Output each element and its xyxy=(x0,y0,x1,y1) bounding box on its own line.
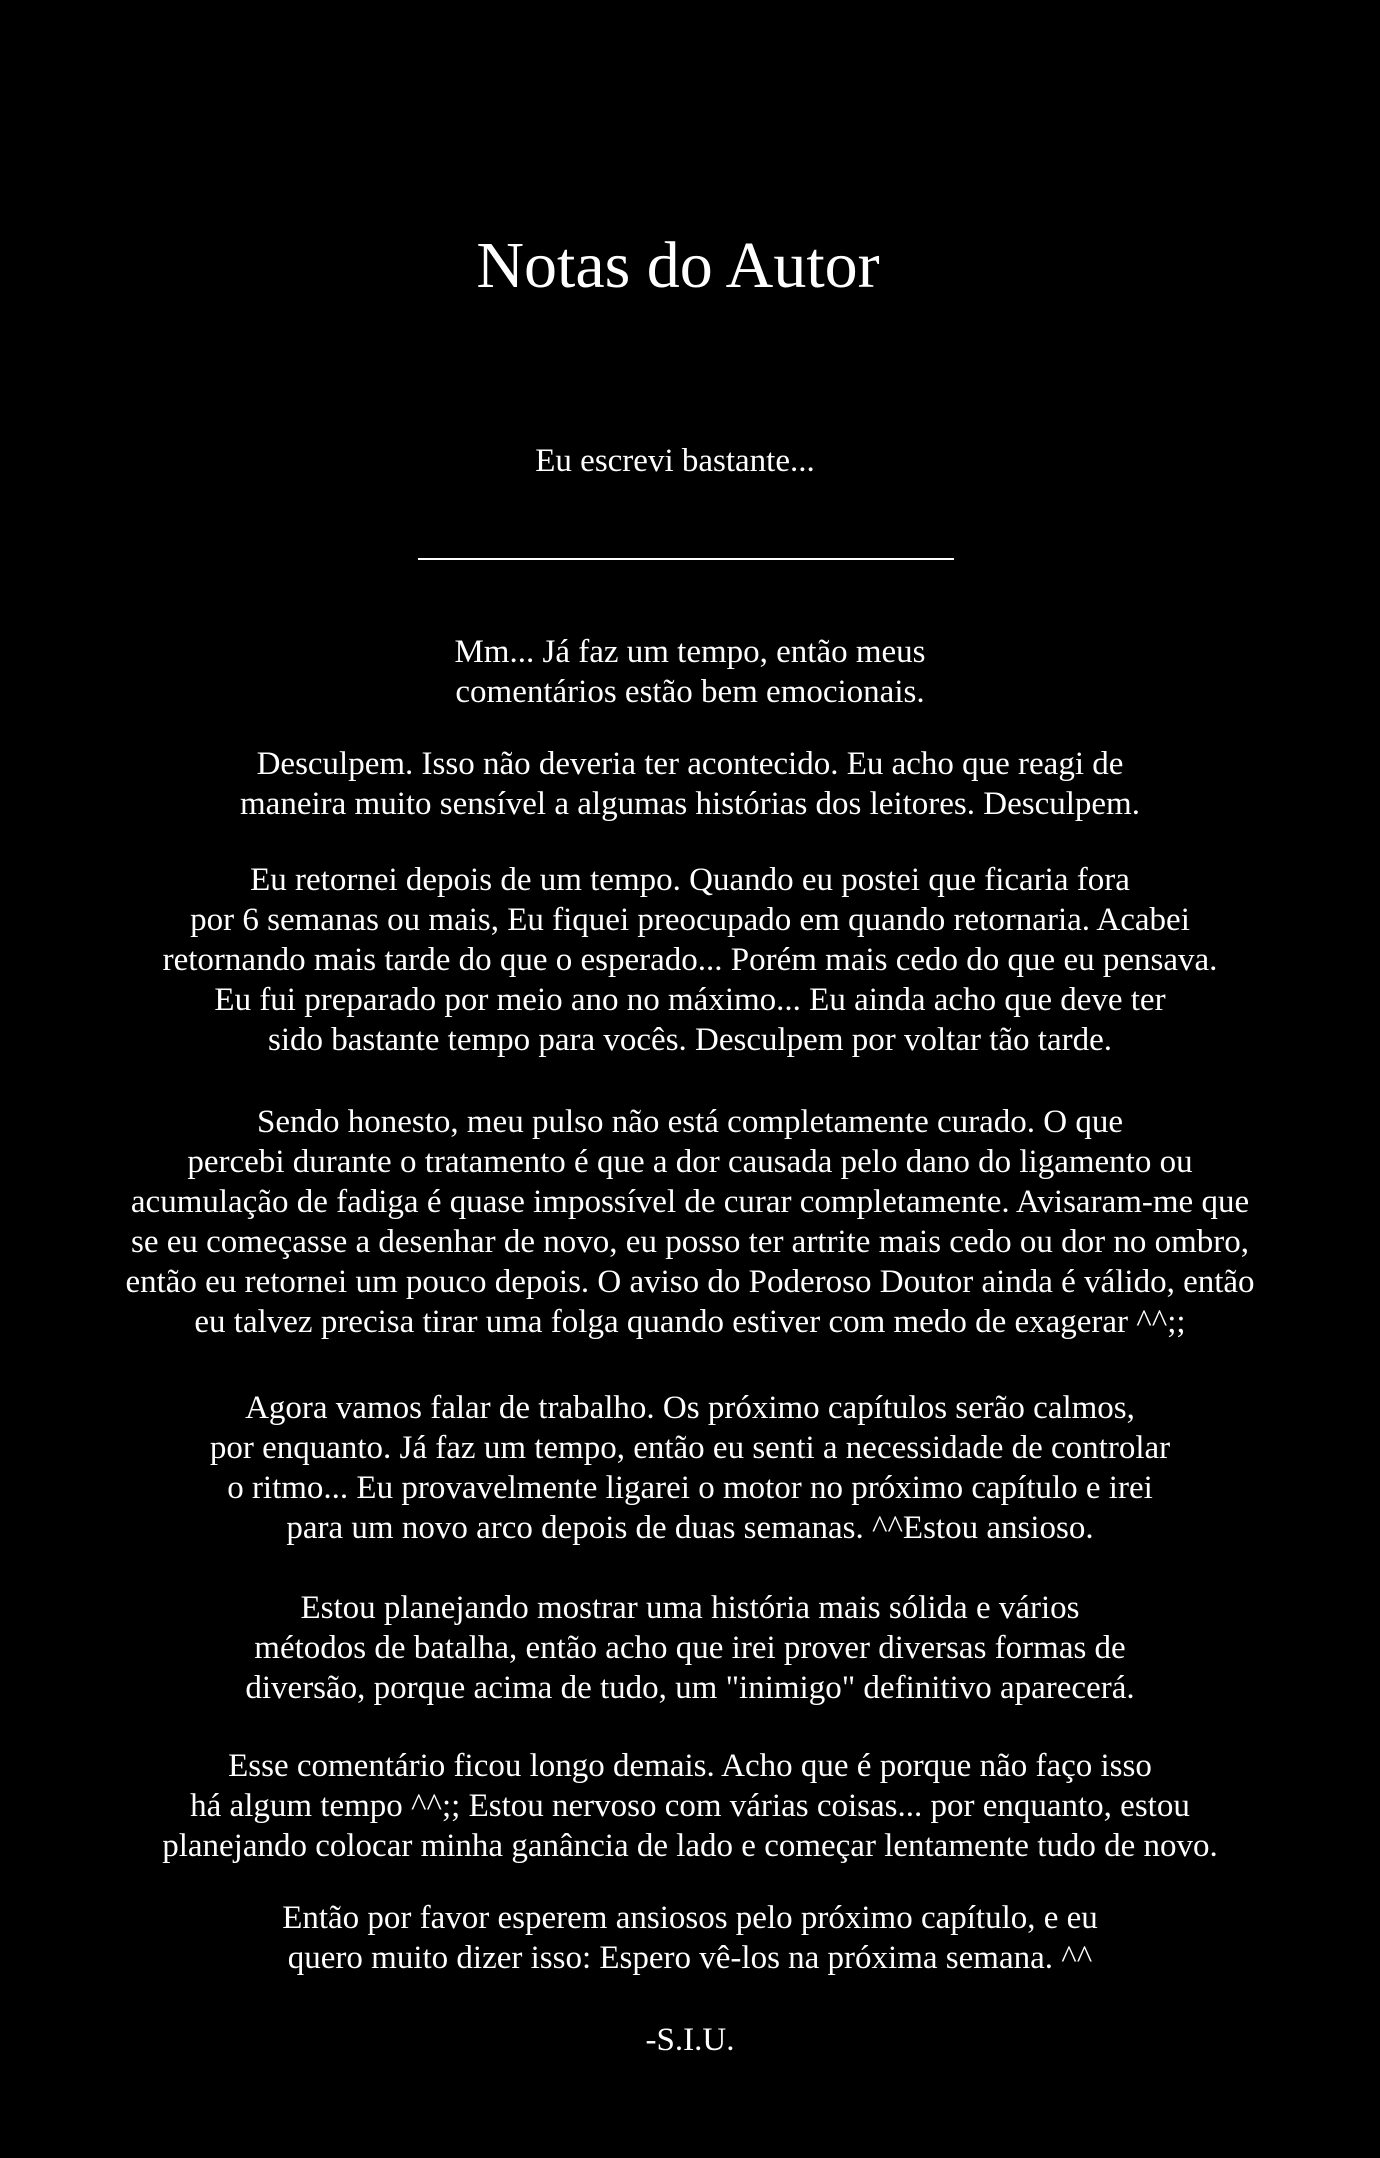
text-line: Esse comentário ficou longo demais. Acho que é porque não faço isso xyxy=(228,1748,1152,1784)
text-line: comentários estão bem emocionais. xyxy=(455,674,925,710)
text-line: sido bastante tempo para vocês. Desculpem por voltar tão tarde. xyxy=(268,1022,1112,1058)
paragraph-closing xyxy=(0,1898,1380,1978)
subtitle: Eu escrevi bastante... xyxy=(535,443,815,479)
text-line: Eu fui preparado por meio ano no máximo... Eu ainda acho que deve ter xyxy=(214,982,1166,1018)
text-line: então eu retornei um pouco depois. O aviso do Poderoso Doutor ainda é válido, então xyxy=(125,1264,1255,1300)
signature: -S.I.U. xyxy=(645,2022,735,2058)
paragraph-intro xyxy=(0,632,1380,712)
paragraph-work xyxy=(0,1388,1380,1548)
text-line: maneira muito sensível a algumas histórias dos leitores. Desculpem. xyxy=(240,786,1140,822)
page-title: Notas do Autor xyxy=(476,229,880,302)
divider xyxy=(418,558,954,560)
text-line: quero muito dizer isso: Espero vê-los na próxima semana. ^^ xyxy=(287,1940,1093,1976)
text-line: retornando mais tarde do que o esperado... Porém mais cedo do que eu pensava. xyxy=(162,942,1218,978)
text-line: por enquanto. Já faz um tempo, então eu senti a necessidade de controlar xyxy=(209,1430,1171,1466)
paragraph-health xyxy=(0,1102,1380,1342)
text-line: para um novo arco depois de duas semanas. ^^Estou ansioso. xyxy=(286,1510,1094,1546)
paragraph-plans xyxy=(0,1588,1380,1708)
text-line: Mm... Já faz um tempo, então meus xyxy=(454,634,926,670)
text-line: percebi durante o tratamento é que a dor causada pelo dano do ligamento ou xyxy=(187,1144,1193,1180)
text-line: Sendo honesto, meu pulso não está completamente curado. O que xyxy=(256,1104,1124,1140)
text-line: Agora vamos falar de trabalho. Os próximo capítulos serão calmos, xyxy=(245,1390,1135,1426)
text-line: se eu começasse a desenhar de novo, eu posso ter artrite mais cedo ou dor no ombro, xyxy=(131,1224,1249,1260)
text-line: planejando colocar minha ganância de lado e começar lentamente tudo de novo. xyxy=(162,1828,1218,1864)
text-line: Eu retornei depois de um tempo. Quando eu postei que ficaria fora xyxy=(250,862,1130,898)
text-line: Estou planejando mostrar uma história mais sólida e vários xyxy=(300,1590,1080,1626)
paragraph-nervous xyxy=(0,1746,1380,1866)
text-line: Desculpem. Isso não deveria ter acontecido. Eu acho que reagi de xyxy=(256,746,1124,782)
text-line: Então por favor esperem ansiosos pelo próximo capítulo, e eu xyxy=(282,1900,1098,1936)
paragraph-apology xyxy=(0,744,1380,824)
text-line: acumulação de fadiga é quase impossível de curar completamente. Avisaram-me que xyxy=(130,1184,1250,1220)
text-line: há algum tempo ^^;; Estou nervoso com várias coisas... por enquanto, estou xyxy=(190,1788,1190,1824)
paragraph-return xyxy=(0,860,1380,1060)
text-line: por 6 semanas ou mais, Eu fiquei preocupado em quando retornaria. Acabei xyxy=(190,902,1190,938)
text-line: diversão, porque acima de tudo, um "inimigo" definitivo aparecerá. xyxy=(245,1670,1135,1706)
text-line: eu talvez precisa tirar uma folga quando estiver com medo de exagerar ^^;; xyxy=(194,1304,1186,1340)
text-line: o ritmo... Eu provavelmente ligarei o motor no próximo capítulo e irei xyxy=(227,1470,1153,1506)
text-line: métodos de batalha, então acho que irei prover diversas formas de xyxy=(254,1630,1126,1666)
